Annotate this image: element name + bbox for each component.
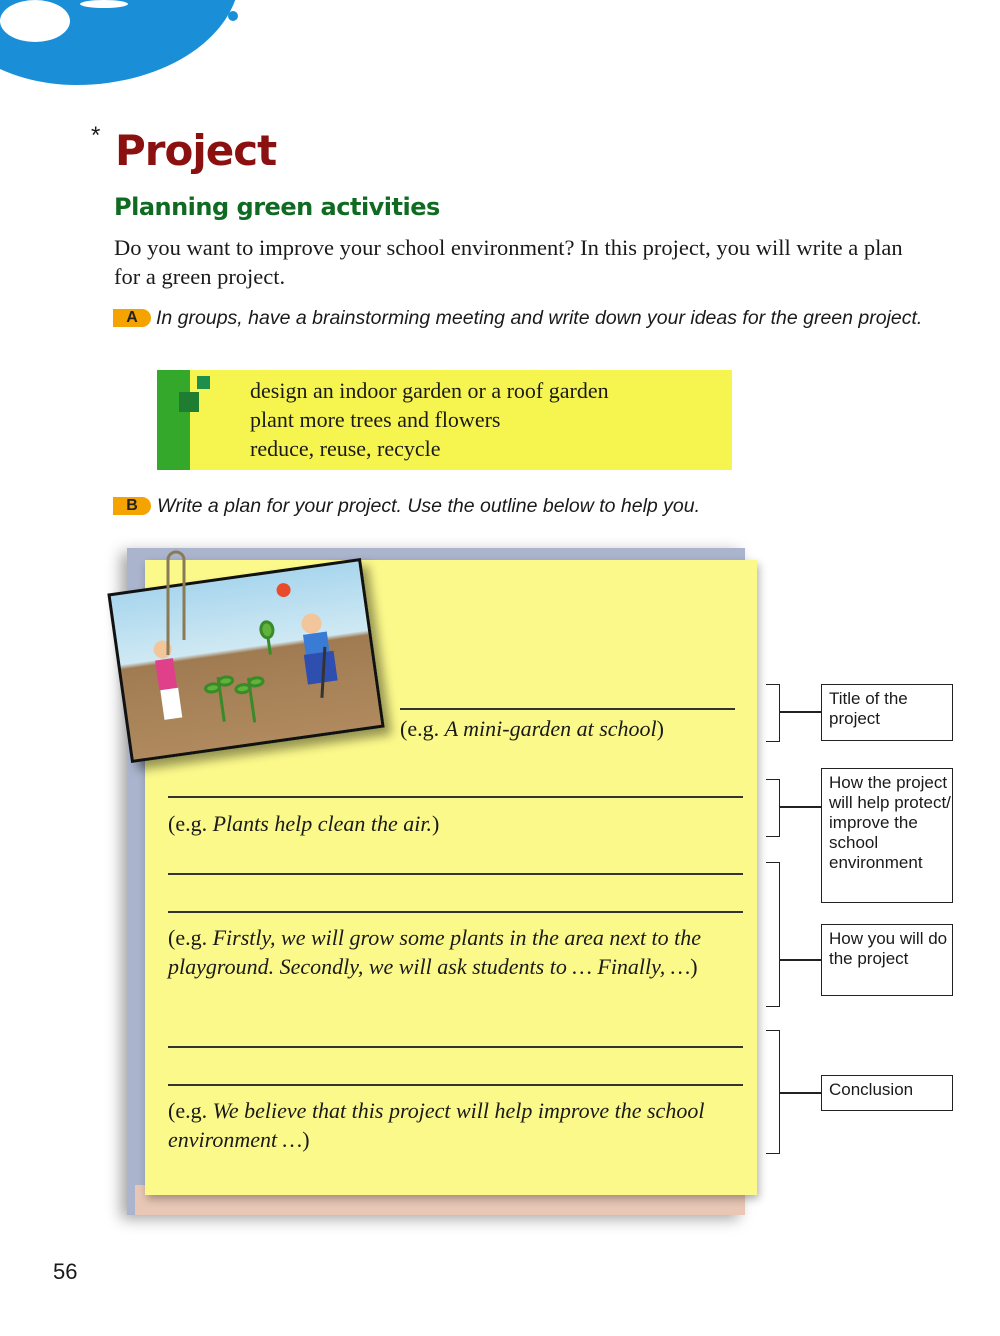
- connector-line: [780, 959, 821, 961]
- label-conclusion: Conclusion: [821, 1075, 953, 1111]
- green-strip: [157, 370, 190, 470]
- label-purpose: How the project will help protect/ improve the school environment: [821, 768, 953, 903]
- title-answer-line[interactable]: [400, 708, 735, 710]
- purpose-answer-line[interactable]: [168, 873, 743, 875]
- boy-figure: [298, 611, 340, 699]
- task-a-badge: A: [113, 309, 151, 327]
- decorative-square: [197, 376, 210, 389]
- bracket: [766, 1030, 780, 1154]
- paperclip-icon: [160, 545, 190, 665]
- example-title: (e.g. A mini-garden at school): [400, 716, 664, 741]
- decorative-dot: [210, 0, 224, 10]
- tree-planting-illustration: [107, 558, 384, 763]
- example-method: (e.g. Firstly, we will grow some plants in the area next to the playground. Secondly, we will ask students to … Finally, …): [168, 925, 702, 979]
- idea-item: design an indoor garden or a roof garden: [250, 378, 609, 403]
- page-title: Project: [115, 126, 277, 175]
- conclusion-answer-line[interactable]: [168, 1084, 743, 1086]
- idea-item: plant more trees and flowers: [250, 407, 501, 432]
- label-method: How you will do the project: [821, 924, 953, 996]
- task-b-instruction: Write a plan for your project. Use the outline below to help you.: [157, 495, 701, 517]
- connector-line: [780, 806, 821, 808]
- label-title: Title of the project: [821, 684, 953, 741]
- decorative-dot: [80, 0, 128, 8]
- task-a-instruction: In groups, have a brainstorming meeting and write down your ideas for the green project.: [156, 307, 923, 329]
- connector-line: [780, 711, 821, 713]
- intro-text: Do you want to improve your school environment? In this project, you will write a plan for a green project.: [114, 235, 903, 289]
- decorative-dot: [0, 0, 70, 42]
- section-subtitle: Planning green activities: [114, 193, 440, 221]
- purpose-answer-line[interactable]: [168, 796, 743, 798]
- method-answer-line[interactable]: [168, 911, 743, 913]
- page-number: 56: [53, 1259, 78, 1284]
- asterisk: *: [91, 122, 101, 149]
- idea-item: reduce, reuse, recycle: [250, 436, 441, 461]
- decorative-square: [179, 392, 199, 412]
- ideas-list: [250, 376, 609, 463]
- method-answer-line[interactable]: [168, 1046, 743, 1048]
- bracket: [766, 862, 780, 1007]
- bracket: [766, 779, 780, 837]
- example-purpose: (e.g. Plants help clean the air.): [168, 811, 440, 836]
- ideas-box: [157, 370, 732, 470]
- example-conclusion: (e.g. We believe that this project will help improve the school environment …): [168, 1098, 705, 1152]
- sun-icon: [276, 582, 292, 598]
- task-b-badge: B: [113, 497, 151, 515]
- plant-icons: [197, 621, 285, 728]
- connector-line: [780, 1092, 821, 1094]
- bracket: [766, 684, 780, 742]
- decorative-dot: [228, 11, 238, 21]
